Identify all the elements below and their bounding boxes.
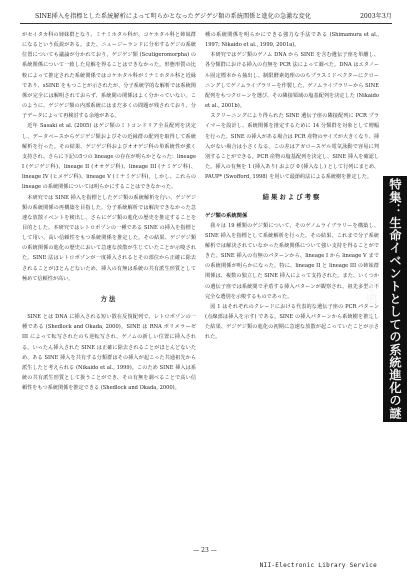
- right-paragraph-3: スクリーニングにより得られた SINE 遺伝子座の隣接配列に PCR プライマーを設計し、系統関係を推定するために 14 分類群を対象として増幅を行った。SINE の挿入がある場合は PCR 産物のサイズが大きくなり、挿入がない場合は小さくなる。この差はアガロースゲル電気泳動で容易に判別することができる。PCR 産物の塩基配列を決定し、SINE 挿入を確認した。挿入の有無を 1 (挿入あり) および 0 (挿入なし) として行列にまとめ、PAUP* (Swofford, 1998) を用いて最節約法による系統樹を推定した。: [205, 113, 379, 181]
- header-rule: [20, 23, 392, 24]
- issue-date: 2003年3月: [359, 13, 392, 20]
- left-paragraph-2: 近年 Sasaki et al. (2005) はゲジ類のミトコンドリア全長配列を決定し、データベースからゲジゲジ類およびその近縁群の配列を取得して系統解析を行った。その結果、ゲジゲジ科およびオオゲジ科の単系統性が強く支持され、さらに下記の5つの lineage の存在が明らかとなった：lineage I (ゲジゲジ科)、lineage II (オオゲジ科)、lineage III (ナミゲジ科)、lineage IV (ヒメゲジ科)、lineage V (ミナミゲジ科)。しかし、これらの lineage の系統関係については明らかにすることはできなかった。: [22, 123, 196, 191]
- methods-heading: 方法: [100, 294, 118, 303]
- results-heading: 結果および考察: [262, 193, 322, 202]
- vertical-spine-title: 特集：生命イベントとしての系統進化の謎を追う: [383, 176, 407, 422]
- results-paragraph-1: 我々は 19 種類のゲジ類について、そのゲノムライブラリーを構築し、SINE 挿入を指標として系統解析を行った。その結果、これまで分子系統解析では解決されていなかった系統関係について強い支持を得ることができた。SINE 挿入の有無のパターンから、lineage I から lineage V までの系統関係が明らかになった。特に、lineage II と lineage III の姉妹群関係は、複数の独立した SINE 挿入によって支持された。また、いくつかの遺伝子座では系統間で矛盾する挿入パターンが観察され、祖先多型の不完全な選別を示唆するものであった。: [205, 222, 379, 300]
- right-paragraph-2: 本研究ではゲジ類のゲノム DNA から SINE を含む遺伝子座を単離し、各分類群における挿入の有無を PCR 法によって調べた。DNA はエタノール固定標本から抽出し、制限酵素処理ののちプラスミドベクターにクローニングしてゲノムライブラリーを作製した。ゲノムライブラリーから SINE 配列をもつクローンを選び、その隣接領域の塩基配列を決定した (Nikaido et al., 2001b)。: [205, 52, 379, 110]
- left-column: [22, 30, 196, 393]
- running-header: [20, 12, 392, 22]
- methods-paragraph-1: SINE とは DNA に挿入される短い散在反復配列で、レトロポゾンの一種である (Shedlock and Okada, 2000)。SINE は RNA ポリメラーゼ III によって転写されたのち逆転写され、ゲノムの新しい位置に挿入される。いったん挿入された SINE は正確に除去されることがほとんどないため、ある SINE 挿入を共有する分類群はその挿入が起こった共通祖先から派生したと考えられる (Nikaido et al., 1999)。このため SINE 挿入は系統の共有派生形質として扱うことができ、その有無を調べることで高い信頼性をもつ系統関係を推定できる (Shedlock and Okada, 2000)。: [22, 314, 196, 392]
- footer-watermark: NII-Electronic Library Service: [259, 562, 377, 569]
- right-paragraph-1: 種の系統関係を明らかにできる強力な手法である (Shimamura et al., 1997; Nikaido et al., 1999, 2001a)。: [205, 32, 379, 49]
- running-title: SINE挿入を指標とした系統解析によって明らかとなったゲジゲジ類の系統関係と進化の急激な変化: [34, 13, 312, 20]
- results-paragraph-2: 図 1 はそれぞれのクレードにおける代表的な遺伝子座の PCR パターン (点線部は挿入を示す) である。SINE の挿入パターンから系統樹を推定した結果、ゲジゲジ類の進化の初期に急速な放散が起こっていたことが示された。: [205, 303, 379, 341]
- right-column: [205, 30, 379, 343]
- page-number: — 23 —: [193, 547, 217, 554]
- left-paragraph-3: 本研究では SINE 挿入を指標としたゲジ類の系統解析を行い、ゲジゲジ類の系統関係の再構築を目指した。分子系統解析では解決できなかった急速な放散イベントを検出し、さらにゲジ類の進化の歴史を推定することを目的とした。本研究ではレトロポゾンの一種である SINE の挿入を指標として用い、高い信頼性をもつ系統関係を推定した。その結果、ゲジゲジ類の系統関係の進化の歴史において急速な放散が生じていたことが示唆された。SINE 法はレトロポゾンが一度挿入されるとその部位から正確に除去されることがほとんどないため、挿入の有無は系統の共有派生形質として極めて信頼性が高い。: [22, 194, 196, 282]
- left-paragraph-1: がセイタカ科の姉妹群となり、ミナミホタル科が、コケホタル科と姉妹群になるという仮説がある。また、ニュージーランドに分布するゲジの系統位置についても議論が分かれており、ゲジゲジ類 (Scutigeromorpha) の系統関係について一致した見解を得ることはできなかった。形態形質の比較によって推定された系統関係ではコケホタル科がミナミホタル科と近縁であり、sSINE をもつことが示されたが、分子系統学的な解析では系統関係が完全には解明されておらず、系統間の関係はよく分かっていない。このように、ゲジゲジ類の内部系統にはまだ多くの問題が残されており、分子データによって再検討する余地がある。: [22, 32, 196, 120]
- results-subheading: ゲジ類の系統関係: [205, 212, 248, 219]
